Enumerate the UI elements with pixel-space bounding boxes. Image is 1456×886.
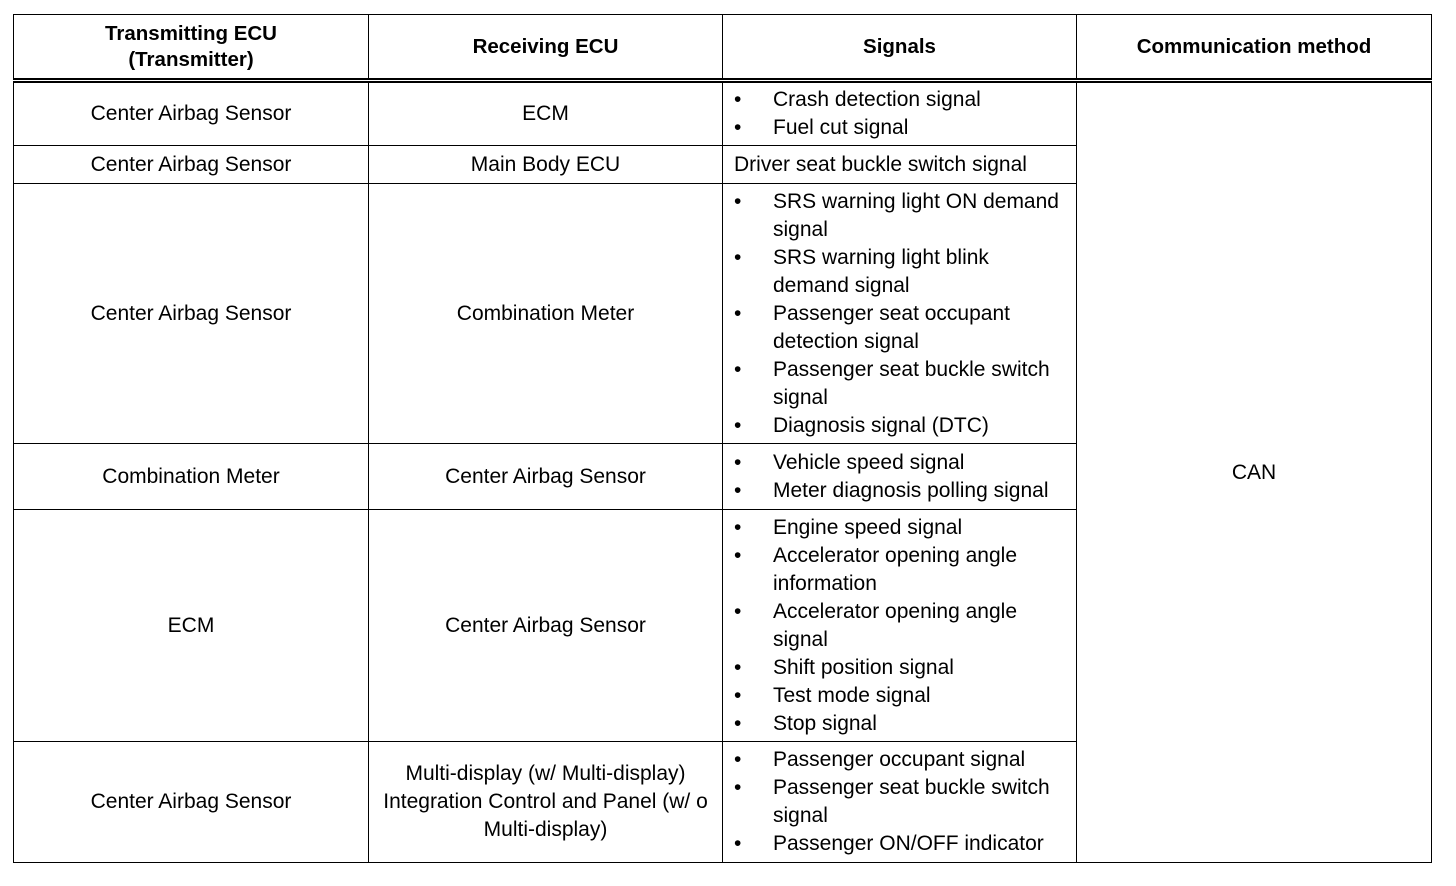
transmitter-cell: Center Airbag Sensor <box>14 81 369 146</box>
signal-item: • Meter diagnosis polling signal <box>734 477 1068 505</box>
bullet-icon: • <box>734 478 742 502</box>
bullet-icon: • <box>734 116 742 139</box>
bullet-icon: • <box>734 357 742 381</box>
bullet-icon: • <box>734 189 742 213</box>
signal-item: • Test mode signal <box>734 682 1068 710</box>
bullet-icon: • <box>734 543 742 567</box>
bullet-icon: • <box>734 776 742 799</box>
table-row <box>14 81 1432 146</box>
signal-text: Driver seat buckle switch signal <box>734 152 1027 176</box>
signals-cell <box>723 81 1077 146</box>
signal-item: • Passenger ON/OFF indicator <box>734 830 1068 858</box>
signals-cell <box>723 510 1077 742</box>
bullet-icon: • <box>734 245 742 269</box>
receiver-cell: Main Body ECU <box>369 146 723 184</box>
header-receiving-ecu: Receiving ECU <box>369 15 723 81</box>
signal-item: • SRS warning light blink demand signal <box>734 245 989 297</box>
ecu-communication-table <box>13 14 1432 863</box>
signals-list <box>734 514 1068 738</box>
header-transmitting-ecu: Transmitting ECU (Transmitter) <box>14 15 369 81</box>
signals-cell <box>723 742 1077 863</box>
transmitter-cell: Center Airbag Sensor <box>14 184 369 444</box>
transmitter-cell: Combination Meter <box>14 444 369 510</box>
signal-item: • Crash detection signal <box>734 86 1068 114</box>
signal-item: • Accelerator opening angle signal <box>734 599 1018 651</box>
bullet-icon: • <box>734 683 742 707</box>
receiver-cell: Center Airbag Sensor <box>369 510 723 742</box>
signal-item: • Accelerator opening angle information <box>734 543 1018 595</box>
signals-cell <box>723 146 1077 184</box>
signals-list <box>734 746 1068 858</box>
signals-list <box>734 188 1068 440</box>
bullet-icon: • <box>734 450 742 474</box>
signal-item: • Stop signal <box>734 710 1068 738</box>
transmitter-cell: Center Airbag Sensor <box>14 742 369 863</box>
signal-item: • Fuel cut signal <box>734 114 1068 142</box>
signal-item: • SRS warning light ON demand signal <box>734 189 1059 241</box>
signal-item: • Engine speed signal <box>734 514 1068 542</box>
bullet-icon: • <box>734 655 742 679</box>
bullet-icon: • <box>734 515 742 539</box>
bullet-icon: • <box>734 301 742 325</box>
receiver-cell: ECM <box>369 81 723 146</box>
receiver-cell: Center Airbag Sensor <box>369 444 723 510</box>
bullet-icon: • <box>734 413 742 437</box>
signal-item: • Shift position signal <box>734 654 1068 682</box>
receiver-cell: Combination Meter <box>369 184 723 444</box>
bullet-icon: • <box>734 88 742 111</box>
header-row <box>14 15 1432 81</box>
signal-item: • Passenger seat occupant detection signal <box>734 301 1010 353</box>
signals-list <box>734 86 1068 142</box>
bullet-icon: • <box>734 711 742 735</box>
signal-item: • Passenger occupant signal <box>734 746 1068 774</box>
signals-cell <box>723 444 1077 510</box>
receiver-cell: Multi-display (w/ Multi-display) Integration Control and Panel (w/ o Multi-display) <box>369 742 723 863</box>
signal-item: • Diagnosis signal (DTC) <box>734 412 1068 440</box>
bullet-icon: • <box>734 599 742 623</box>
header-communication-method: Communication method <box>1077 15 1432 81</box>
bullet-icon: • <box>734 748 742 771</box>
bullet-icon: • <box>734 832 742 855</box>
communication-method-cell: CAN <box>1077 81 1432 863</box>
transmitter-cell: Center Airbag Sensor <box>14 146 369 184</box>
signal-item: • Passenger seat buckle switch signal <box>734 776 1050 827</box>
signal-item: • Passenger seat buckle switch signal <box>734 357 1050 409</box>
signal-item: • Vehicle speed signal <box>734 449 1068 477</box>
header-signals: Signals <box>723 15 1077 81</box>
transmitter-cell: ECM <box>14 510 369 742</box>
signals-list <box>734 449 1068 505</box>
signals-cell <box>723 184 1077 444</box>
